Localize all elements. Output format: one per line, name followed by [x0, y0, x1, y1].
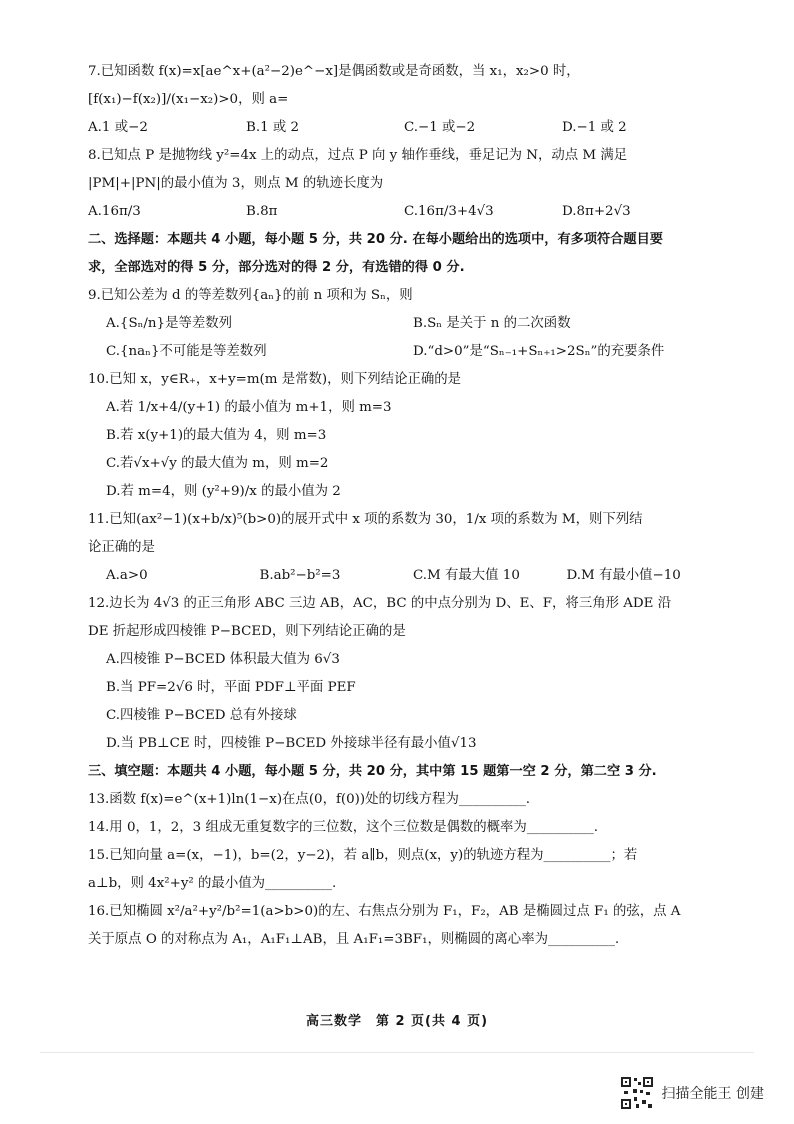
scanner-app-label: 扫描全能王 创建: [661, 1086, 764, 1102]
question-10-option-b: B.若 x(y+1)的最大值为 4，则 m=3: [106, 428, 327, 443]
question-14: 14.用 0，1，2，3 组成无重复数字的三位数，这个三位数是偶数的概率为__________.: [88, 820, 599, 835]
option-d: D.8π+2√3: [562, 204, 631, 219]
question-12-option-d: D.当 PB⊥CE 时，四棱锥 P−BCED 外接球半径有最小值√13: [106, 736, 477, 751]
question-8-options: [88, 202, 720, 222]
question-12-option-c: C.四棱锥 P−BCED 总有外接球: [106, 708, 297, 723]
option-c: C.−1 或−2: [404, 120, 476, 135]
option-c: C.{naₙ}不可能是等差数列: [106, 344, 267, 359]
option-a: A.{Sₙ/n}是等差数列: [106, 316, 233, 331]
option-a: A.a>0: [106, 568, 148, 583]
section-3-heading: 三、填空题：本题共 4 小题，每小题 5 分，共 20 分，其中第 15 题第一空 2 分，第二空 3 分.: [88, 764, 657, 779]
question-9-stem: 9.已知公差为 d 的等差数列{aₙ}的前 n 项和为 Sₙ，则: [88, 288, 413, 303]
option-a: A.16π/3: [88, 204, 141, 219]
section-2-instructions: 求，全部选对的得 5 分，部分选对的得 2 分，有选错的得 0 分.: [88, 260, 465, 275]
question-15-cont: a⊥b，则 4x²+y² 的最小值为__________.: [88, 876, 337, 891]
section-2-heading: 二、选择题：本题共 4 小题，每小题 5 分，共 20 分. 在每小题给出的选项中，有多项符合题目要: [88, 232, 663, 247]
question-8-stem: 8.已知点 P 是抛物线 y²=4x 上的动点，过点 P 向 y 轴作垂线，垂足记为 N，动点 M 满足: [88, 148, 628, 163]
option-b: B.Sₙ 是关于 n 的二次函数: [413, 316, 571, 331]
question-11-stem: 11.已知(ax²−1)(x+b/x)⁵(b>0)的展开式中 x 项的系数为 30，1/x 项的系数为 M，则下列结: [88, 512, 643, 527]
question-7-condition: [f(x₁)−f(x₂)]/(x₁−x₂)>0，则 a=: [88, 92, 289, 107]
question-13: 13.函数 f(x)=e^(x+1)ln(1−x)在点(0，f(0))处的切线方程为__________.: [88, 792, 531, 807]
question-10-option-c: C.若√x+√y 的最大值为 m，则 m=2: [106, 456, 329, 471]
question-7-options: [88, 118, 720, 138]
question-12-option-a: A.四棱锥 P−BCED 体积最大值为 6√3: [106, 652, 340, 667]
option-d: D.“d>0”是“Sₙ₋₁+Sₙ₊₁>2Sₙ”的充要条件: [413, 344, 665, 359]
question-9-options-row1: [88, 314, 720, 334]
question-10-option-d: D.若 m=4，则 (y²+9)/x 的最小值为 2: [106, 484, 341, 499]
option-b: B.ab²−b²=3: [259, 568, 341, 583]
scanner-watermark: [620, 1076, 764, 1110]
question-16: 16.已知椭圆 x²/a²+y²/b²=1(a>b>0)的左、右焦点分别为 F₁，F₂，AB 是椭圆过点 F₁ 的弦，点 A: [88, 904, 681, 919]
question-16-cont: 关于原点 O 的对称点为 A₁，A₁F₁⊥AB，且 A₁F₁=3BF₁，则椭圆的离心率为__________.: [88, 932, 620, 947]
question-8-condition: |PM|+|PN|的最小值为 3，则点 M 的轨迹长度为: [88, 176, 384, 191]
option-c: C.16π/3+4√3: [404, 204, 494, 219]
question-15: 15.已知向量 a=(x，−1)，b=(2，y−2)，若 a∥b，则点(x，y)的轨迹方程为__________；若: [88, 848, 638, 863]
question-10-option-a: A.若 1/x+4/(y+1) 的最小值为 m+1，则 m=3: [106, 400, 392, 415]
option-c: C.M 有最大值 10: [413, 568, 520, 583]
qr-code-icon: [620, 1076, 654, 1110]
option-d: D.−1 或 2: [562, 120, 627, 135]
question-7-stem: 7.已知函数 f(x)=x[ae^x+(a²−2)e^−x]是偶函数或是奇函数，当 x₁，x₂>0 时，: [88, 64, 580, 79]
question-12-stem: 12.边长为 4√3 的正三角形 ABC 三边 AB，AC，BC 的中点分别为 D、E、F，将三角形 ADE 沿: [88, 596, 672, 611]
question-12-stem-cont: DE 折起形成四棱锥 P−BCED，则下列结论正确的是: [88, 624, 406, 639]
question-10-stem: 10.已知 x，y∈R₊，x+y=m(m 是常数)，则下列结论正确的是: [88, 372, 462, 387]
option-b: B.8π: [246, 204, 278, 219]
option-b: B.1 或 2: [246, 120, 300, 135]
page-footer: 高三数学 第 2 页(共 4 页): [305, 1014, 489, 1029]
option-d: D.M 有最小值−10: [566, 568, 681, 583]
option-a: A.1 或−2: [88, 120, 148, 135]
question-11-options: [88, 566, 720, 586]
question-9-options-row2: [88, 342, 720, 362]
question-12-option-b: B.当 PF=2√6 时，平面 PDF⊥平面 PEF: [106, 680, 356, 695]
question-11-stem-cont: 论正确的是: [88, 540, 155, 555]
scan-divider: [40, 1052, 754, 1053]
